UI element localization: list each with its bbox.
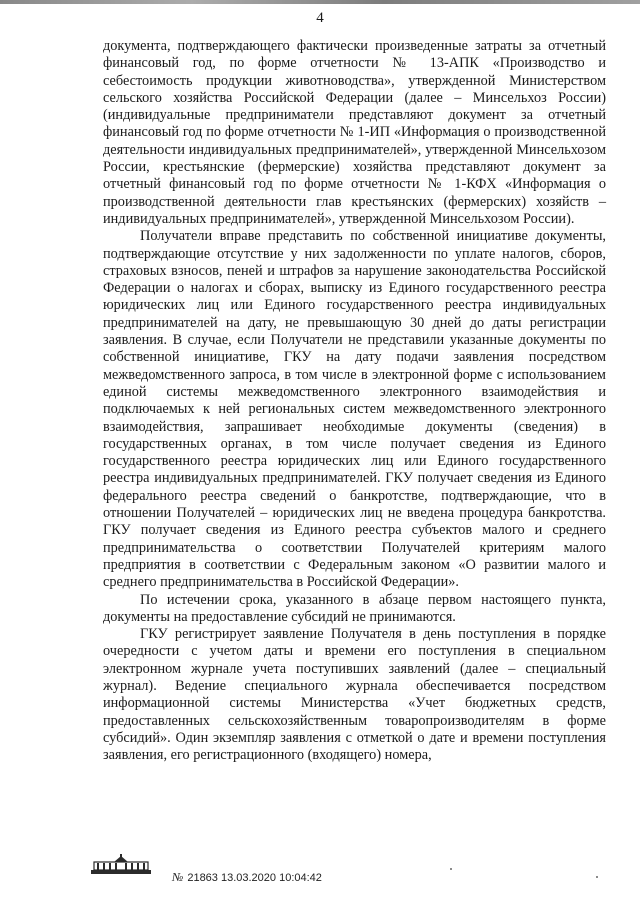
paragraph-4: ГКУ регистрирует заявление Получателя в день поступления в порядке очередности с учетом даты и времени его поступления в специальном электронном журнале учета поступивших заявлений (далее – специальный журнал). Ведение специального журнала обеспечивается посредством информационной системы Министерства «Учет бюджетных средств, предоставленных сельскохозяйственным товаропроизводителям в форме субсидий». Один экземпляр заявления с отметкой о дате и времени поступления заявления, его регистрационного (входящего) номера, (103, 626, 606, 764)
stamp-text: 21863 13.03.2020 10:04:42 (187, 872, 322, 884)
scan-speck (596, 876, 598, 878)
page-footer (0, 852, 640, 902)
document-body (103, 38, 606, 764)
scan-speck (450, 868, 452, 870)
scan-edge (0, 0, 640, 4)
paragraph-3: По истечении срока, указанного в абзаце первом настоящего пункта, документы на предоставление субсидий не принимаются. (103, 591, 606, 625)
government-building-icon (90, 854, 152, 876)
paragraph-2: Получатели вправе представить по собственной инициативе документы, подтверждающие отсутствие у них задолженности по уплате налогов, сборов, страховых взносов, пеней и штрафов за нарушение законодательства Российской Федерации о налогах и сборах, выписку из Единого государственного реестра юридических лиц или Единого государственного реестра индивидуальных предпринимателей на дату, не превышающую 30 дней до даты регистрации заявления. В случае, если Получатели не представили указанные документы по собственной инициативе, ГКУ на дату подачи заявления посредством межведомственного запроса, в том числе в электронной форме с использованием единой системы межведомственного электронного взаимодействия и подключаемых к ней региональных систем межведомственного электронного взаимодействия, запрашивает необходимые документы (сведения) в государственных органах, в том числе получает сведения из Единого государственного реестра юридических лиц или Единого государственного реестра индивидуальных предпринимателей. ГКУ получает сведения из Единого федерального реестра сведений о банкротстве, подтверждающие, что в отношении Получателей – юридических лиц не введена процедура банкротства. ГКУ получает сведения из Единого реестра субъектов малого и среднего предпринимательства о соответствии Получателей критериям малого предприятия в соответствии с Федеральным законом «О развитии малого и среднего предпринимательства в Российской Федерации». (103, 228, 606, 591)
page-number: 4 (316, 10, 324, 26)
paragraph-1: документа, подтверждающего фактически произведенные затраты за отчетный финансовый год, по форме отчетности № 13-АПК «Производство и себестоимость продукции животноводства», утвержденной Министерством сельского хозяйства Российской Федерации (далее – Минсельхоз России) (индивидуальные предприниматели представляют документ за отчетный финансовый год по форме отчетности № 1-ИП «Информация о производственной деятельности индивидуальных предпринимателей», утвержденной Минсельхозом России, крестьянские (фермерские) хозяйства представляют документ за отчетный финансовый год по форме отчетности № 1-КФХ «Информация о производственной деятельности глав крестьянских (фермерских) хозяйств – индивидуальных предпринимателей», утвержденной Минсельхозом России). (103, 38, 606, 227)
registration-stamp (172, 870, 322, 885)
number-sign: № (172, 870, 184, 884)
